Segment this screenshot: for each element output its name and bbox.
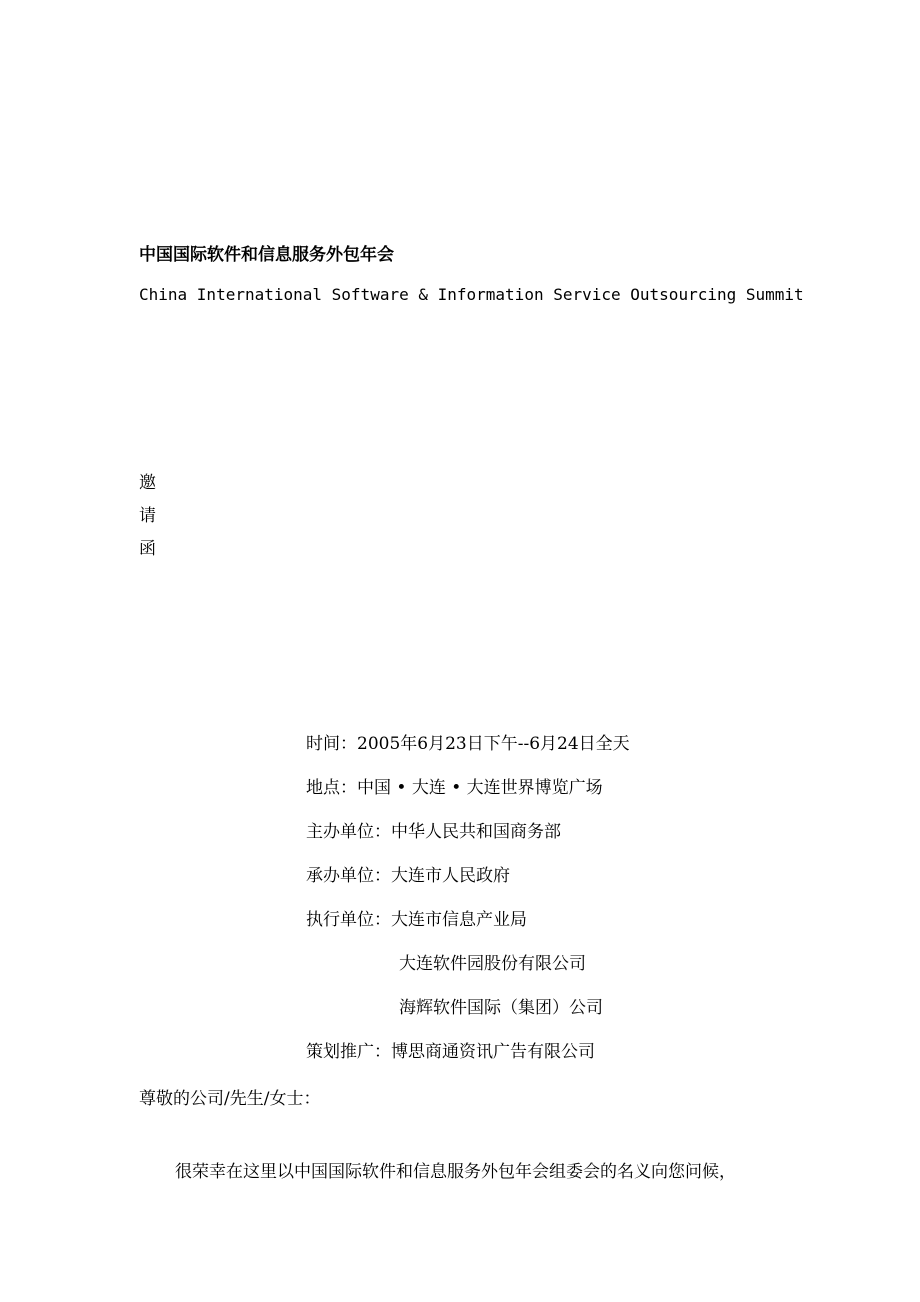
event-place: 地点：中国 • 大连 • 大连世界博览广场 [306,778,603,798]
event-details [306,732,630,1084]
event-executor-3: 海辉软件国际（集团）公司 [399,998,603,1018]
invitation-heading [139,472,156,571]
invitation-char: 邀 [139,473,156,493]
letter-opening-paragraph: 很荣幸在这里以中国国际软件和信息服务外包年会组委会的名义向您问候， [175,1162,736,1182]
document-title-chinese: 中国国际软件和信息服务外包年会 [139,245,394,265]
event-organizer: 承办单位：大连市人民政府 [306,866,510,886]
event-promotion: 策划推广：博思商通资讯广告有限公司 [306,1042,595,1062]
event-time: 时间：2005年6月23日下午--6月24日全天 [306,734,630,754]
event-host: 主办单位：中华人民共和国商务部 [306,822,561,842]
invitation-char: 请 [139,506,156,526]
letter-salutation: 尊敬的公司/先生/女士： [139,1089,321,1109]
event-executor-2: 大连软件园股份有限公司 [399,954,586,974]
document-title-english: China International Software & Information Service Outsourcing Summit [139,285,804,304]
event-executor: 执行单位：大连市信息产业局 [306,910,527,930]
invitation-char: 函 [139,539,156,559]
